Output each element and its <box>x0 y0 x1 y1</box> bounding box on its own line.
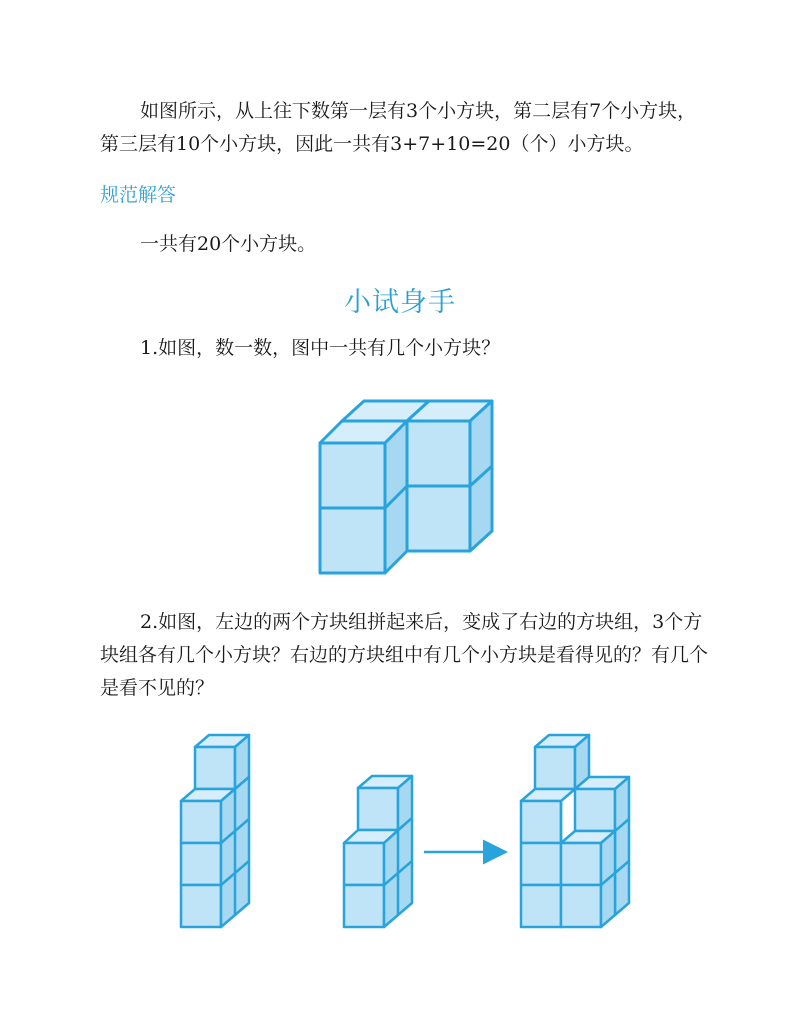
figure-2-middle-group <box>344 776 412 927</box>
question-1: 1.如图，数一数，图中一共有几个小方块？ <box>140 337 501 359</box>
question-2: 2.如图，左边的两个方块组拼起来后，变成了右边的方块组，3个方块组各有几个小方块？右边的方块组中有几个小方块是看得见的？有几个是看不见的？ <box>100 611 709 699</box>
figure-2-left-group <box>181 735 249 927</box>
solution-paragraph: 如图所示，从上往下数第一层有3个小方块，第二层有7个小方块，第三层有10个小方块，因此一共有3+7+10=20（个）小方块。 <box>100 100 697 155</box>
figure-1-cubes <box>320 401 492 573</box>
answer-heading: 规范解答 <box>100 184 177 206</box>
answer-text: 一共有20个小方块。 <box>140 233 317 255</box>
figure-2-right-group <box>521 735 629 927</box>
section-title: 小试身手 <box>344 287 456 318</box>
